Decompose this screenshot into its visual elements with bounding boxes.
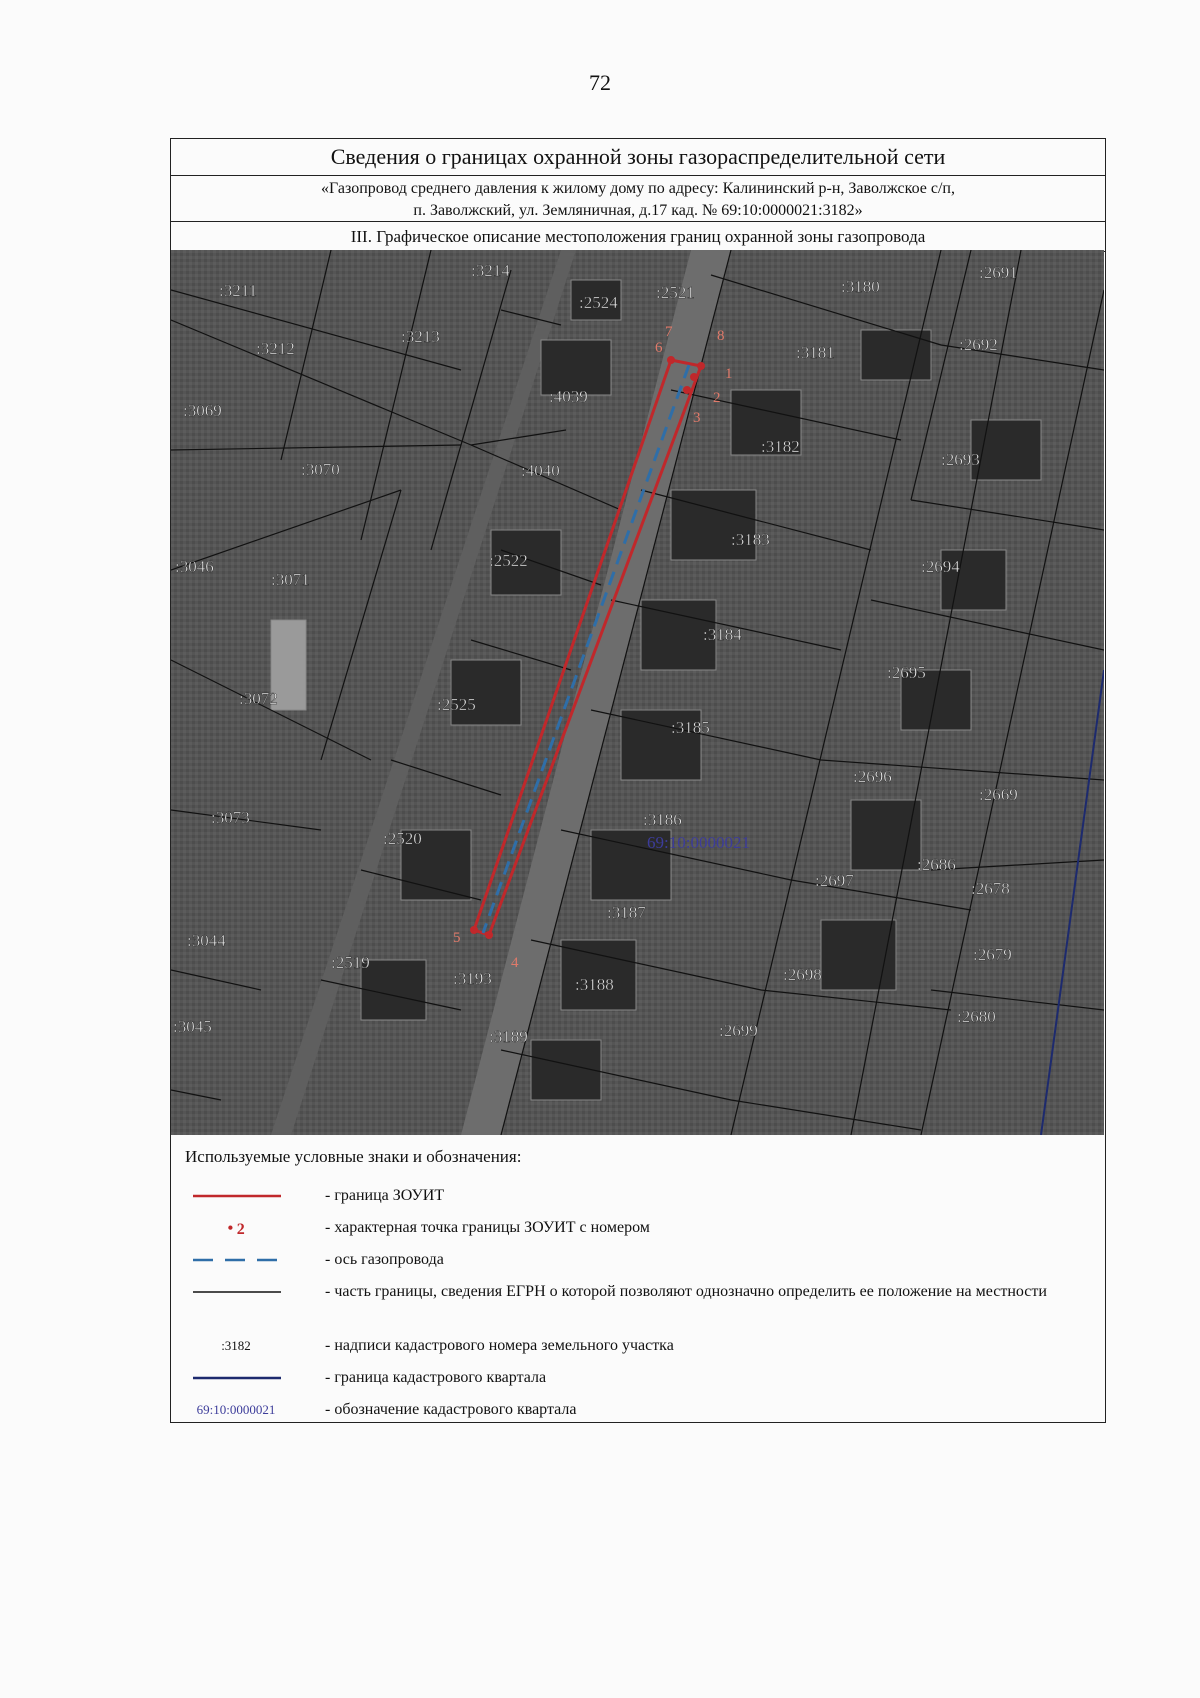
subtitle-line-2: п. Заволжский, ул. Земляничная, д.17 кад. № 69:10:0000021:3182» (413, 202, 863, 219)
parcel-label: :3214 (471, 261, 510, 280)
parcel-label: :2525 (437, 695, 476, 714)
legend-text: - надписи кадастрового номера земельного участка (325, 1337, 674, 1354)
legend-text: - характерная точка границы ЗОУИТ с номером (325, 1219, 650, 1236)
building (671, 490, 756, 560)
parcel-label: :2691 (979, 263, 1018, 282)
parcel-label: :2695 (887, 663, 926, 682)
parcel-label: :3046 (175, 557, 214, 576)
parcel-label: :2698 (783, 965, 822, 984)
parcel-label: :3213 (401, 327, 440, 346)
dot-icon: • (227, 1218, 234, 1238)
parcel-label: :2699 (719, 1021, 758, 1040)
legend-text: - граница ЗОУИТ (325, 1187, 445, 1204)
building (451, 660, 521, 725)
parcel-label: :2697 (815, 871, 854, 890)
map-svg (171, 250, 1104, 1135)
parcel-label: :2679 (973, 945, 1012, 964)
parcel-label: :2696 (853, 767, 892, 786)
parcel-label: :2521 (656, 283, 695, 302)
point-label: 7 (665, 324, 673, 340)
parcel-label: :3044 (187, 931, 226, 950)
document-frame (170, 138, 1106, 1423)
boundary-point (470, 926, 478, 934)
parcel-label: :3187 (607, 903, 646, 922)
point-number: 2 (236, 1221, 245, 1238)
parcel-label: :2693 (941, 450, 980, 469)
boundary-point (683, 386, 691, 394)
boundary-point (697, 362, 705, 370)
point-label: 3 (693, 410, 701, 426)
parcel-label: :3184 (703, 625, 742, 644)
parcel-label: :3071 (271, 570, 310, 589)
parcel-label: :3182 (761, 437, 800, 456)
point-label: 8 (717, 328, 725, 344)
boundary-point (667, 356, 675, 364)
navy-line-icon (181, 1367, 291, 1389)
legend-title: Используемые условные знаки и обозначения: (185, 1147, 522, 1166)
point-label: 6 (655, 340, 663, 356)
point-label: 1 (725, 366, 733, 382)
quarter-label-symbol: 69:10:0000021 (196, 1402, 276, 1417)
building (361, 960, 426, 1020)
building (821, 920, 896, 990)
parcel-label: :3072 (239, 689, 278, 708)
parcel-label: :4040 (521, 461, 560, 480)
parcel-label-symbol: :3182 (221, 1338, 251, 1353)
parcel-label: :3188 (575, 975, 614, 994)
parcel-label: :2524 (579, 293, 618, 312)
cadastral-map (171, 250, 1104, 1135)
parcel-label: :4039 (549, 387, 588, 406)
boundary-point (485, 931, 493, 939)
parcel-label: :3211 (219, 281, 258, 300)
building (971, 420, 1041, 480)
parcel-label: :3193 (453, 969, 492, 988)
parcel-label: :2680 (957, 1007, 996, 1026)
parcel-label: :2669 (979, 785, 1018, 804)
parcel-label: :3186 (643, 810, 682, 829)
parcel-label: :3069 (183, 401, 222, 420)
legend-text: - обозначение кадастрового квартала (325, 1401, 577, 1418)
point-label: 4 (511, 955, 519, 971)
red-line-icon (181, 1185, 291, 1207)
parcel-label: :3189 (489, 1027, 528, 1046)
parcel-label: :3180 (841, 277, 880, 296)
legend-text: - граница кадастрового квартала (325, 1369, 547, 1386)
point-label: 5 (453, 930, 461, 946)
document-subtitle (171, 176, 1105, 222)
parcel-label: :2686 (917, 855, 956, 874)
page-number: 72 (589, 70, 611, 95)
parcel-label: :2519 (331, 953, 370, 972)
parcel-label: :3212 (256, 339, 295, 358)
parcel-label: :3070 (301, 460, 340, 479)
quarter-label: 69:10:0000021 (647, 833, 750, 852)
blue-dash-icon (181, 1249, 291, 1271)
parcel-label: :3045 (173, 1017, 212, 1036)
parcel-label: :2520 (383, 829, 422, 848)
parcel-label: :3181 (796, 343, 835, 362)
parcel-label: :3185 (671, 718, 710, 737)
subtitle-line-1: «Газопровод среднего давления к жилому дому по адресу: Калининский р-н, Заволжское с/п, (321, 180, 955, 197)
parcel-label: :3183 (731, 530, 770, 549)
building (851, 800, 921, 870)
parcel-label: :2678 (971, 879, 1010, 898)
document-title: Сведения о границах охранной зоны газораспределительной сети (171, 139, 1105, 176)
parcel-label: :2694 (921, 557, 960, 576)
point-symbol (181, 1217, 291, 1239)
black-line-icon (181, 1281, 291, 1303)
parcel-label: :2522 (489, 551, 528, 570)
point-label: 2 (713, 390, 721, 406)
legend-text: - ось газопровода (325, 1251, 444, 1268)
parcel-label: :3073 (211, 808, 250, 827)
legend-text: - часть границы, сведения ЕГРН о которой позволяют однозначно определить ее положение на местности (325, 1283, 1047, 1300)
parcel-label: :2692 (959, 335, 998, 354)
section-title: III. Графическое описание местоположения границ охранной зоны газопровода (171, 222, 1105, 252)
boundary-point (690, 373, 698, 381)
